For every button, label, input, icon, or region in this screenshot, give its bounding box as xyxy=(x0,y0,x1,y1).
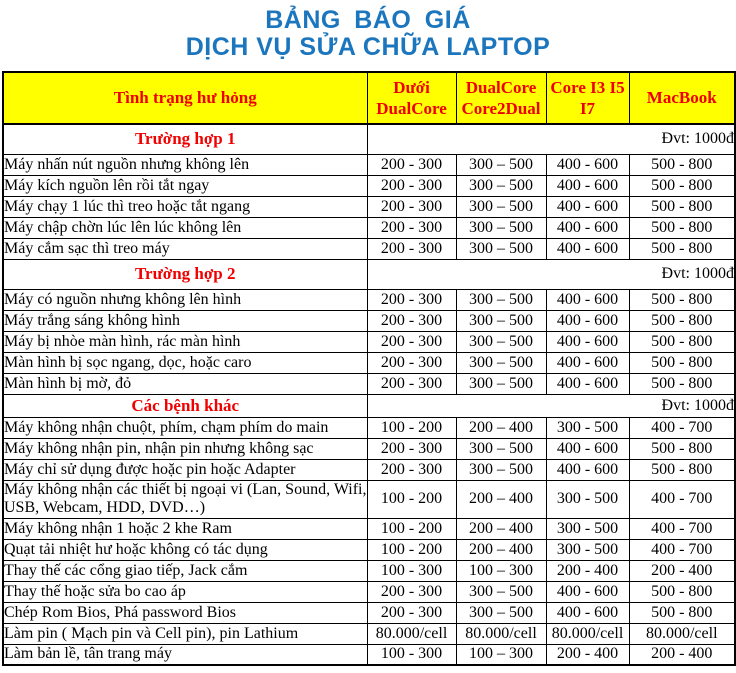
price-value: 500 - 800 xyxy=(629,196,735,217)
price-value: 100 - 200 xyxy=(367,417,456,438)
table-row xyxy=(3,602,735,623)
price-value: 100 - 200 xyxy=(367,539,456,560)
price-value: 80.000/cell xyxy=(546,623,629,644)
title-line-1: BẢNG BÁO GIÁ xyxy=(265,6,471,34)
price-value: 200 - 400 xyxy=(546,560,629,581)
price-value: 300 – 500 xyxy=(456,602,546,623)
price-value: 200 – 400 xyxy=(456,480,546,518)
price-value: 400 - 600 xyxy=(546,196,629,217)
price-value: 100 - 200 xyxy=(367,518,456,539)
price-value: 400 - 600 xyxy=(546,459,629,480)
price-value: 500 - 800 xyxy=(629,602,735,623)
price-value: 200 – 400 xyxy=(456,539,546,560)
price-value: 200 - 400 xyxy=(629,644,735,665)
price-value: 100 - 300 xyxy=(367,560,456,581)
condition-label: Máy chỉ sử dụng được hoặc pin hoặc Adapter xyxy=(3,459,367,480)
price-value: 400 - 600 xyxy=(546,373,629,394)
price-value: 400 - 600 xyxy=(546,581,629,602)
price-value: 200 - 300 xyxy=(367,175,456,196)
condition-label: Máy không nhận các thiết bị ngoại vi (Lan, Sound, Wifi, USB, Webcam, HDD, DVD…) xyxy=(4,481,367,516)
price-value: 400 - 700 xyxy=(629,518,735,539)
price-value: 300 – 500 xyxy=(456,196,546,217)
price-value: 80.000/cell xyxy=(629,623,735,644)
condition-label: Màn hình bị mờ, đỏ xyxy=(3,373,367,394)
col-header-macbook: MacBook xyxy=(629,72,735,124)
table-row xyxy=(3,459,735,480)
price-value: 200 - 300 xyxy=(367,196,456,217)
price-value: 500 - 800 xyxy=(629,289,735,310)
table-row xyxy=(3,352,735,373)
condition-label: Máy chạy 1 lúc thì treo hoặc tắt ngang xyxy=(3,196,367,217)
condition-label: Máy nhấn nút nguồn nhưng không lên xyxy=(3,154,367,175)
price-value: 500 - 800 xyxy=(629,310,735,331)
price-value: 300 – 500 xyxy=(456,438,546,459)
price-value: 100 - 300 xyxy=(367,644,456,665)
price-value: 300 - 500 xyxy=(546,539,629,560)
price-value: 500 - 800 xyxy=(629,238,735,259)
price-value: 500 - 800 xyxy=(629,438,735,459)
table-row xyxy=(3,238,735,259)
table-row xyxy=(3,438,735,459)
price-value: 400 - 600 xyxy=(546,352,629,373)
table-row xyxy=(3,310,735,331)
price-value: 500 - 800 xyxy=(629,217,735,238)
table-row xyxy=(3,154,735,175)
table-row xyxy=(3,518,735,539)
price-value: 400 - 600 xyxy=(546,217,629,238)
price-value: 500 - 800 xyxy=(629,459,735,480)
price-value: 200 – 400 xyxy=(456,417,546,438)
table-row xyxy=(3,175,735,196)
price-value: 100 – 300 xyxy=(456,644,546,665)
condition-label: Máy trắng sáng không hình xyxy=(3,310,367,331)
price-value: 200 - 300 xyxy=(367,352,456,373)
price-value: 200 - 300 xyxy=(367,238,456,259)
price-value: 300 - 500 xyxy=(546,417,629,438)
price-value: 400 - 700 xyxy=(629,539,735,560)
price-value: 400 - 700 xyxy=(629,417,735,438)
price-value: 300 – 500 xyxy=(456,459,546,480)
section-title: Trường hợp 2 xyxy=(3,259,367,289)
table-row xyxy=(3,480,735,518)
condition-label: Màn hình bị sọc ngang, dọc, hoặc caro xyxy=(3,352,367,373)
price-value: 400 - 600 xyxy=(546,289,629,310)
price-value: 200 - 300 xyxy=(367,459,456,480)
condition-label: Thay thế hoặc sửa bo cao áp xyxy=(3,581,367,602)
unit-label: Đvt: 1000đ xyxy=(367,394,735,417)
section-title: Trường hợp 1 xyxy=(3,124,367,154)
price-value: 200 - 300 xyxy=(367,310,456,331)
price-value: 400 - 600 xyxy=(546,602,629,623)
price-value: 200 - 300 xyxy=(367,331,456,352)
price-value: 300 - 500 xyxy=(546,518,629,539)
price-value: 300 – 500 xyxy=(456,373,546,394)
condition-label: Máy bị nhòe màn hình, rác màn hình xyxy=(3,331,367,352)
col-header-condition: Tình trạng hư hỏng xyxy=(3,72,367,124)
price-value: 80.000/cell xyxy=(367,623,456,644)
price-value: 400 - 600 xyxy=(546,238,629,259)
condition-label: Máy kích nguồn lên rồi tắt ngay xyxy=(3,175,367,196)
unit-label: Đvt: 1000đ xyxy=(367,124,735,154)
table-row xyxy=(3,581,735,602)
price-value: 300 – 500 xyxy=(456,175,546,196)
price-value: 400 - 600 xyxy=(546,331,629,352)
price-value: 200 - 400 xyxy=(629,560,735,581)
price-value: 200 - 300 xyxy=(367,154,456,175)
price-value: 100 - 200 xyxy=(367,480,456,518)
condition-label: Máy chập chờn lúc lên lúc không lên xyxy=(3,217,367,238)
condition-label: Làm pin ( Mạch pin và Cell pin), pin Lathium xyxy=(3,623,367,644)
price-value: 500 - 800 xyxy=(629,581,735,602)
price-value: 80.000/cell xyxy=(456,623,546,644)
section-row xyxy=(3,394,735,417)
col-header-core-i3-i5-i7: Core I3 I5 I7 xyxy=(546,72,629,124)
price-value: 200 - 300 xyxy=(367,373,456,394)
price-value: 200 - 300 xyxy=(367,581,456,602)
condition-label: Máy không nhận 1 hoặc 2 khe Ram xyxy=(3,518,367,539)
condition-label: Máy cắm sạc thì treo máy xyxy=(3,238,367,259)
page-title xyxy=(0,0,736,71)
condition-label: Quạt tải nhiệt hư hoặc không có tác dụng xyxy=(3,539,367,560)
price-value: 200 – 400 xyxy=(456,518,546,539)
price-value: 400 - 600 xyxy=(546,310,629,331)
title-line-2: DỊCH VỤ SỬA CHỮA LAPTOP xyxy=(185,33,551,61)
price-value: 200 - 300 xyxy=(367,438,456,459)
condition-label: Máy không nhận chuột, phím, chạm phím do main xyxy=(3,417,367,438)
table-row xyxy=(3,196,735,217)
header-row xyxy=(3,72,735,124)
price-value: 300 – 500 xyxy=(456,154,546,175)
price-value: 500 - 800 xyxy=(629,175,735,196)
table-row xyxy=(3,560,735,581)
price-value: 400 - 700 xyxy=(629,480,735,518)
price-value: 200 - 300 xyxy=(367,602,456,623)
condition-label: Máy không nhận pin, nhận pin nhưng không sạc xyxy=(3,438,367,459)
table-row xyxy=(3,644,735,665)
price-value: 300 – 500 xyxy=(456,352,546,373)
table-row xyxy=(3,331,735,352)
col-header-duoi-dualcore: Dưới DualCore xyxy=(367,72,456,124)
section-title: Các bệnh khác xyxy=(3,394,367,417)
condition-label: Máy có nguồn nhưng không lên hình xyxy=(3,289,367,310)
price-value: 500 - 800 xyxy=(629,373,735,394)
price-value: 500 - 800 xyxy=(629,154,735,175)
price-value: 300 – 500 xyxy=(456,238,546,259)
price-table xyxy=(2,71,736,666)
price-value: 400 - 600 xyxy=(546,175,629,196)
price-value: 300 – 500 xyxy=(456,331,546,352)
section-row xyxy=(3,259,735,289)
price-value: 200 - 300 xyxy=(367,289,456,310)
price-value: 200 - 400 xyxy=(546,644,629,665)
price-value: 200 - 300 xyxy=(367,217,456,238)
price-value: 500 - 800 xyxy=(629,331,735,352)
condition-label: Thay thế các cổng giao tiếp, Jack cắm xyxy=(3,560,367,581)
price-value: 400 - 600 xyxy=(546,438,629,459)
table-row xyxy=(3,217,735,238)
condition-label: Làm bản lề, tân trang máy xyxy=(3,644,367,665)
table-row xyxy=(3,539,735,560)
section-row xyxy=(3,124,735,154)
unit-label: Đvt: 1000đ xyxy=(367,259,735,289)
table-row xyxy=(3,417,735,438)
price-value: 300 – 500 xyxy=(456,289,546,310)
table-row xyxy=(3,623,735,644)
price-value: 400 - 600 xyxy=(546,154,629,175)
table-row xyxy=(3,289,735,310)
price-value: 100 – 300 xyxy=(456,560,546,581)
col-header-dualcore-core2dual: DualCore Core2Dual xyxy=(456,72,546,124)
price-value: 300 – 500 xyxy=(456,217,546,238)
price-value: 500 - 800 xyxy=(629,352,735,373)
price-value: 300 – 500 xyxy=(456,310,546,331)
price-value: 300 – 500 xyxy=(456,581,546,602)
condition-label: Chép Rom Bios, Phá password Bios xyxy=(3,602,367,623)
table-row xyxy=(3,373,735,394)
price-value: 300 - 500 xyxy=(546,480,629,518)
